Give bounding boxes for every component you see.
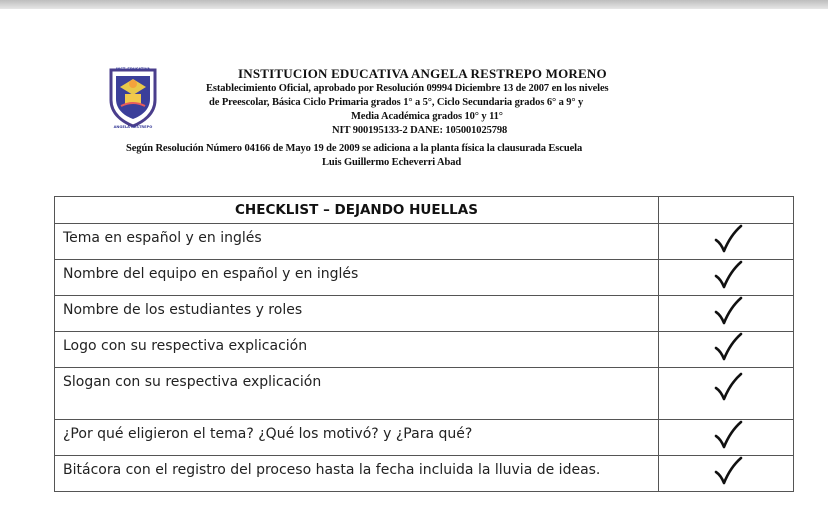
- table-row: [55, 296, 794, 332]
- checkmark-icon: [713, 296, 743, 326]
- checklist-item-label: Nombre de los estudiantes y roles: [55, 296, 659, 332]
- checklist-item-label: ¿Por qué eligieron el tema? ¿Qué los motivó? y ¿Para qué?: [55, 420, 659, 456]
- window-top-bar: [0, 0, 828, 9]
- checkmark-icon: [713, 260, 743, 290]
- table-row: [55, 224, 794, 260]
- checklist-item-label: Logo con su respectiva explicación: [55, 332, 659, 368]
- checklist-table: [54, 196, 794, 492]
- checklist-mark-cell: [659, 296, 794, 332]
- checkmark-icon: [713, 420, 743, 450]
- header-line-6: Luis Guillermo Echeverri Abad: [322, 157, 462, 168]
- institution-title: INSTITUCION EDUCATIVA ANGELA RESTREPO MORENO: [238, 66, 607, 81]
- checklist-item-label: Nombre del equipo en español y en inglés: [55, 260, 659, 296]
- checkmark-icon: [713, 224, 743, 254]
- table-row: [55, 368, 794, 420]
- checkmark-icon: [713, 456, 743, 486]
- header-line-3: Media Académica grados 10° y 11°: [351, 111, 503, 122]
- checklist-mark-cell: [659, 456, 794, 492]
- checklist-title: CHECKLIST – DEJANDO HUELLAS: [55, 197, 659, 224]
- checklist-mark-cell: [659, 224, 794, 260]
- header-line-5: Según Resolución Número 04166 de Mayo 19 de 2009 se adiciona a la planta física la clausurada Escuela: [126, 143, 583, 154]
- school-logo: [107, 66, 159, 128]
- checklist-header-row: [55, 197, 794, 224]
- checkmark-icon: [713, 372, 743, 402]
- checklist-mark-cell: [659, 368, 794, 420]
- checkmark-icon: [713, 332, 743, 362]
- logo-bottom-text: ANGELA RESTREPO: [113, 125, 153, 128]
- table-row: [55, 260, 794, 296]
- checklist-mark-cell: [659, 420, 794, 456]
- checklist-item-label: Bitácora con el registro del proceso hasta la fecha incluida la lluvia de ideas.: [55, 456, 659, 492]
- table-row: [55, 420, 794, 456]
- header-line-2: de Preescolar, Básica Ciclo Primaria grados 1° a 5°, Ciclo Secundaria grados 6° a 9° y: [209, 97, 584, 108]
- checklist-item-label: Tema en español y en inglés: [55, 224, 659, 260]
- table-row: [55, 456, 794, 492]
- table-row: [55, 332, 794, 368]
- header-line-4: NIT 900195133-2 DANE: 105001025798: [332, 125, 508, 136]
- checklist-mark-cell: [659, 260, 794, 296]
- logo-top-text: INST. EDUCATIVA: [115, 67, 151, 71]
- checklist-mark-cell: [659, 332, 794, 368]
- checklist-header-empty-cell: [659, 197, 794, 224]
- checklist-item-label: Slogan con su respectiva explicación: [55, 368, 659, 420]
- header-line-1: Establecimiento Oficial, aprobado por Resolución 09994 Diciembre 13 de 2007 en los niveles: [206, 83, 609, 94]
